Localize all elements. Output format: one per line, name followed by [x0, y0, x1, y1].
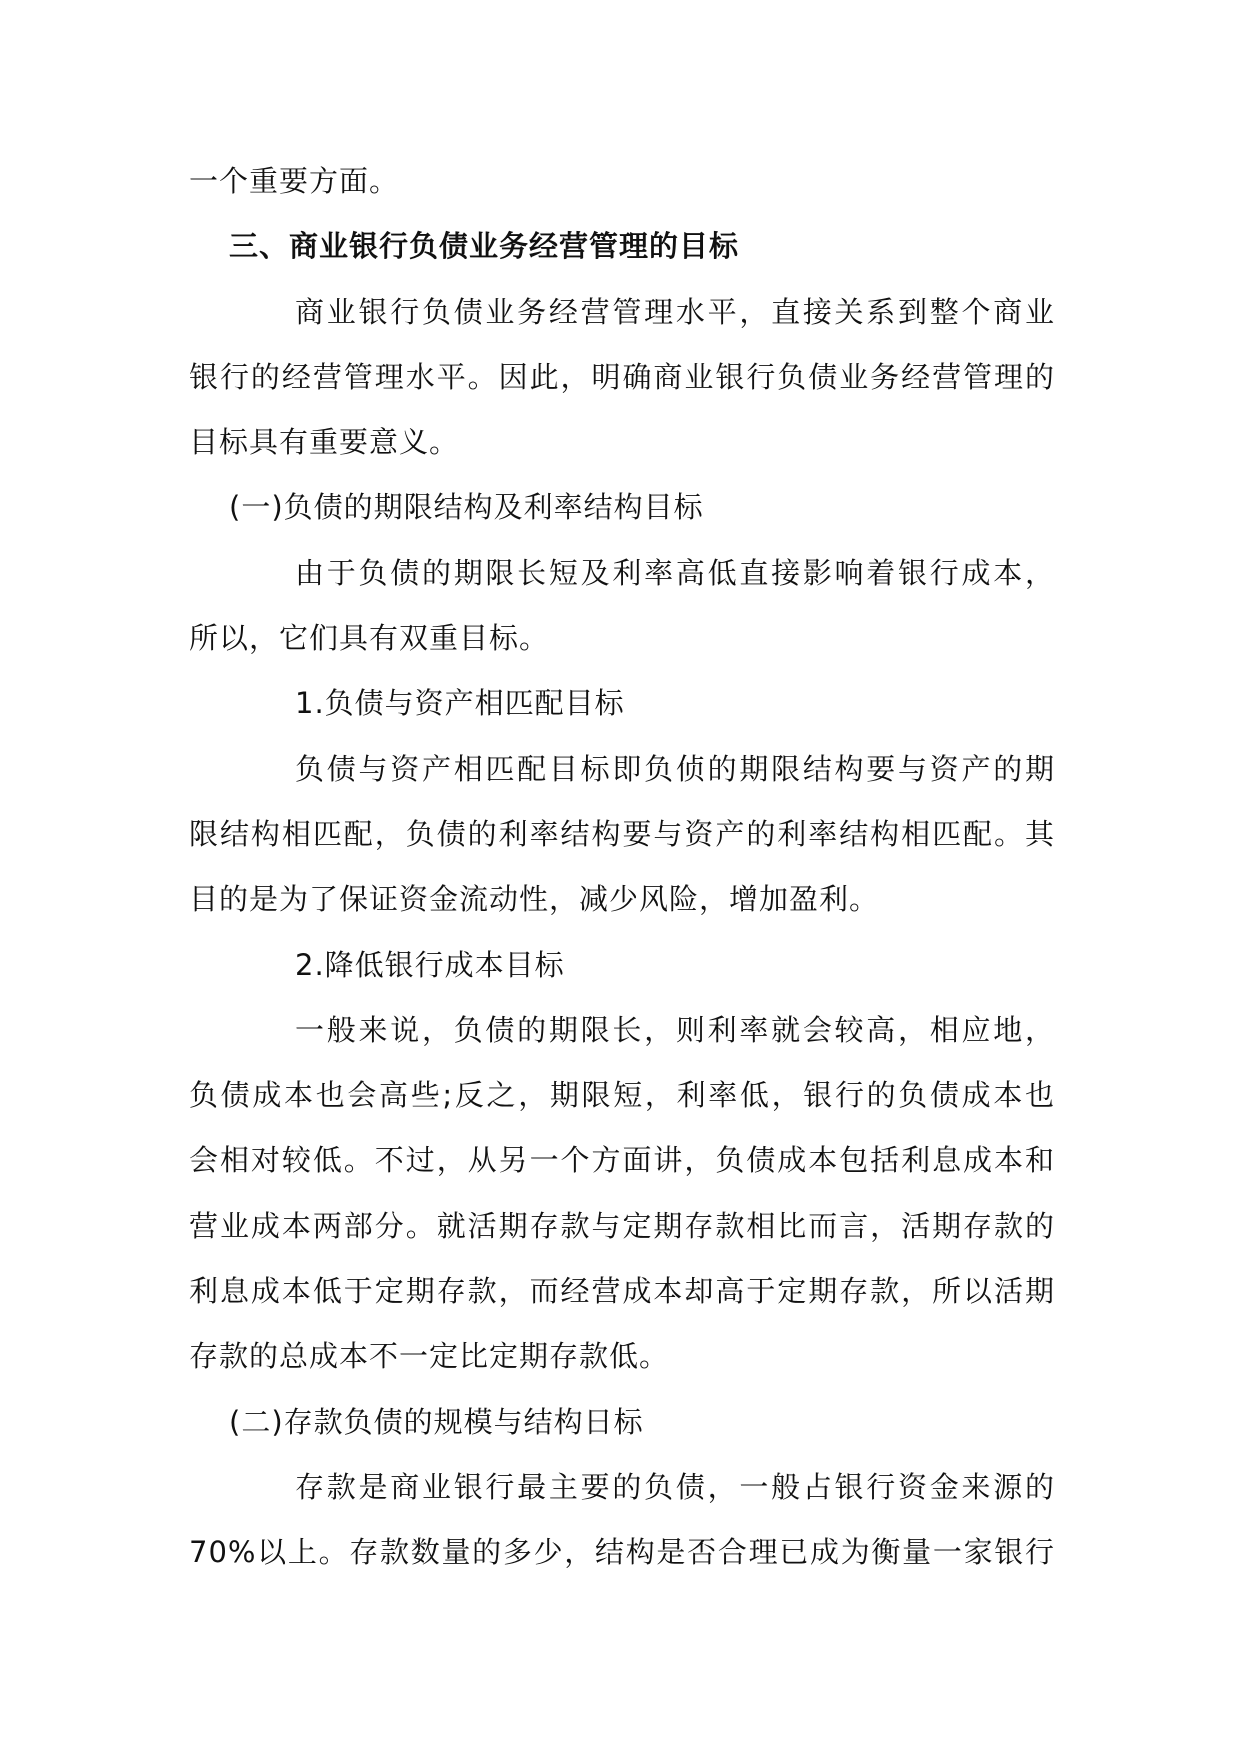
- item-heading: 1.负债与资产相匹配目标: [295, 686, 625, 721]
- paragraph-line: 会相对较低。不过，从另一个方面讲，负债成本包括利息成本和: [189, 1143, 1055, 1178]
- subsection-heading: (二)存款负债的规模与结构日标: [229, 1404, 644, 1439]
- paragraph-line: 银行的经营管理水平。因此，明确商业银行负债业务经营管理的: [189, 359, 1055, 394]
- paragraph-line-continuation: 一个重要方面。: [189, 164, 400, 198]
- paragraph-line: 营业成本两部分。就活期存款与定期存款相比而言，活期存款的: [189, 1208, 1055, 1243]
- paragraph-line: 所以，它们具有双重目标。: [189, 621, 550, 656]
- paragraph-line: 70%以上。存款数量的多少，结构是否合理已成为衡量一家银行: [189, 1535, 1055, 1570]
- document-body: [189, 149, 1055, 1586]
- subsection-heading: (一)负债的期限结构及利率结构目标: [229, 490, 704, 525]
- item-heading: 2.降低银行成本目标: [295, 947, 565, 982]
- paragraph-line: 负债成本也会高些;反之，期限短，利率低，银行的负债成本也: [189, 1078, 1055, 1113]
- paragraph-line: 商业银行负债业务经营管理水平，直接关系到整个商业: [295, 294, 1055, 329]
- paragraph-line: 目的是为了保证资金流动性，减少风险，增加盈利。: [189, 882, 880, 917]
- paragraph-line: 一般来说，负债的期限长，则利率就会较高，相应地，: [295, 1012, 1055, 1047]
- paragraph-line: 目标具有重要意义。: [189, 425, 460, 460]
- section-heading: 三、商业银行负债业务经营管理的目标: [229, 229, 740, 264]
- paragraph-line: 存款的总成本不一定比定期存款低。: [189, 1339, 670, 1374]
- paragraph-line: 限结构相匹配，负债的利率结构要与资产的利率结构相匹配。其: [189, 816, 1055, 851]
- paragraph-line: 由于负债的期限长短及利率高低直接影响着银行成本，: [295, 555, 1055, 590]
- paragraph-line: 利息成本低于定期存款，而经营成本却高于定期存款，所以活期: [189, 1274, 1055, 1309]
- paragraph-line: 负债与资产相匹配目标即负侦的期限结构要与资产的期: [295, 751, 1055, 786]
- paragraph-line: 存款是商业银行最主要的负债，一般占银行资金来源的: [295, 1469, 1055, 1504]
